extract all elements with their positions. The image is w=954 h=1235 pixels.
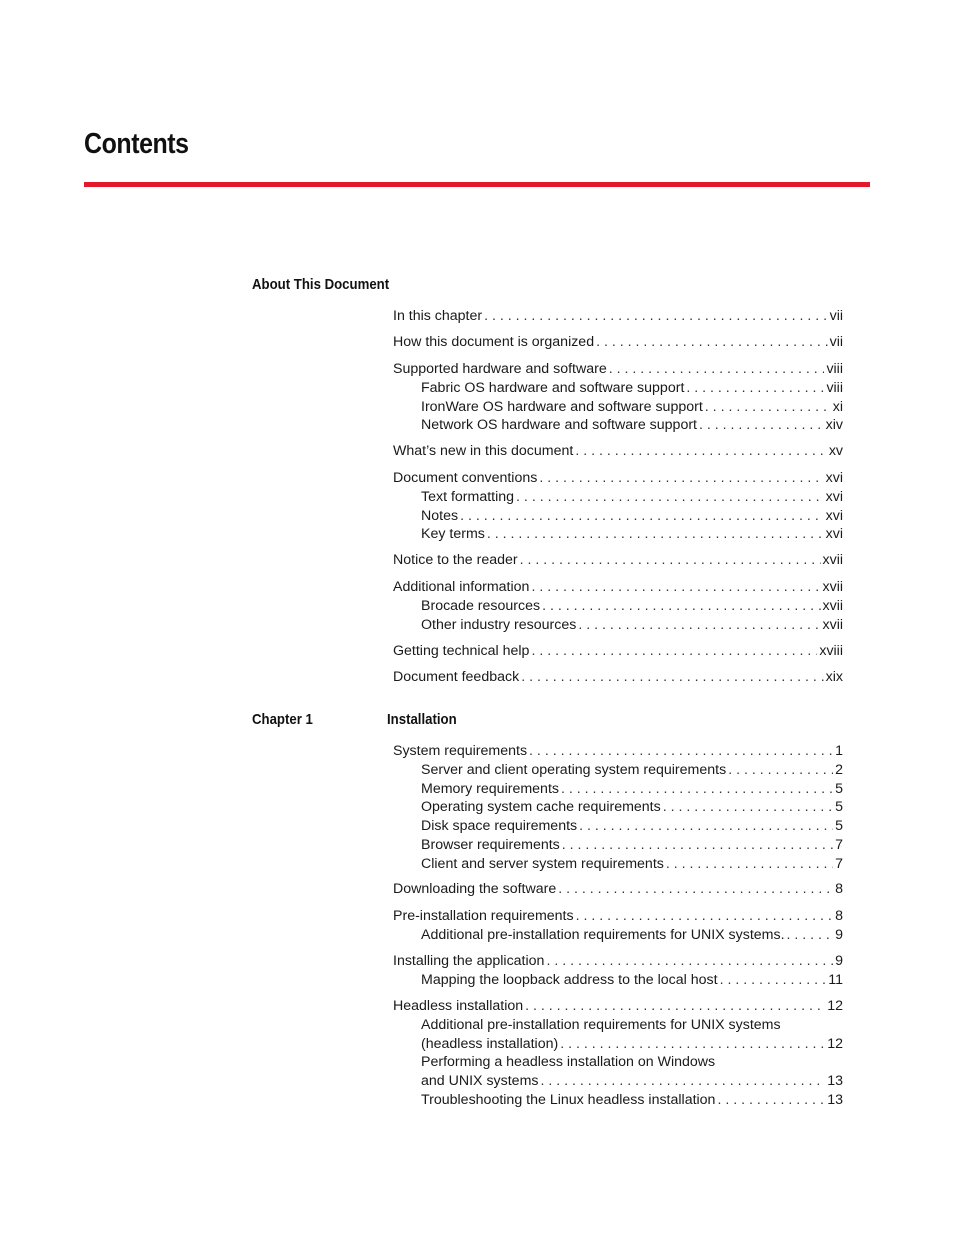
dot-leader <box>560 1035 825 1054</box>
toc-page-number: xvi <box>825 470 843 486</box>
toc-subentry[interactable] <box>393 817 843 836</box>
toc-page-number: xvii <box>822 552 843 568</box>
toc-subentry[interactable] <box>393 1035 843 1054</box>
toc-entry[interactable] <box>393 442 843 461</box>
dot-leader <box>539 469 823 488</box>
toc-subentry[interactable] <box>393 1016 843 1035</box>
toc-group <box>393 952 843 990</box>
dot-leader <box>546 952 833 971</box>
toc-entry-title: Notice to the reader <box>393 552 518 568</box>
toc-entry-title: Downloading the software <box>393 881 557 897</box>
toc-entry-title: System requirements <box>393 743 528 759</box>
toc-page-number: 9 <box>835 926 843 943</box>
toc-page-number: 9 <box>835 953 843 969</box>
toc-entry-title: Network OS hardware and software support <box>421 417 697 434</box>
dot-leader <box>531 642 817 661</box>
chapter-title: Installation <box>387 711 457 728</box>
toc-entry[interactable] <box>393 551 843 570</box>
toc-entry-title: Operating system cache requirements <box>421 799 661 816</box>
dot-leader <box>575 442 826 461</box>
toc-entry[interactable] <box>393 952 843 971</box>
toc-subentry[interactable] <box>393 488 843 507</box>
toc-entry[interactable] <box>393 360 843 379</box>
toc-page-number: 8 <box>835 908 843 924</box>
toc-page-number: xvii <box>822 616 843 633</box>
toc-page-number: xi <box>832 398 843 415</box>
toc-page-number: xviii <box>819 643 843 659</box>
toc-entry-title: Supported hardware and software <box>393 361 607 377</box>
dot-leader <box>720 971 827 990</box>
dot-leader <box>561 780 833 799</box>
toc-page-number: 13 <box>827 1091 843 1108</box>
toc-group <box>393 442 843 461</box>
toc-page-number: vii <box>829 334 843 350</box>
toc-page-number: xvii <box>822 597 843 614</box>
toc-entry-title: Brocade resources <box>421 597 541 614</box>
toc-entry-title: Additional information <box>393 579 530 595</box>
toc-entry[interactable] <box>393 880 843 899</box>
toc-subentry[interactable] <box>393 416 843 435</box>
toc-entry-title: In this chapter <box>393 308 483 324</box>
toc-entry-title: Browser requirements <box>421 836 560 853</box>
toc-entry-title: and UNIX systems <box>421 1073 539 1090</box>
toc-page-number: xiv <box>825 417 843 434</box>
toc-group <box>393 469 843 544</box>
dot-leader <box>787 926 834 945</box>
toc-entry[interactable] <box>393 742 843 761</box>
toc-entry-title: Troubleshooting the Linux headless installation <box>421 1091 716 1108</box>
toc-page-number: 5 <box>835 818 843 835</box>
toc-page-number: 5 <box>835 799 843 816</box>
dot-leader <box>705 398 831 417</box>
toc-group <box>393 360 843 435</box>
toc-entry-title: Other industry resources <box>421 616 577 633</box>
toc-entry-title: Additional pre-installation requirements for UNIX systems <box>421 1016 781 1033</box>
toc-entry-title: Performing a headless installation on Windows <box>421 1054 716 1071</box>
toc-entry-title: (headless installation) <box>421 1035 559 1052</box>
dot-leader <box>516 488 824 507</box>
toc-subentry[interactable] <box>393 926 843 945</box>
dot-leader <box>484 307 827 326</box>
dot-leader <box>728 761 833 780</box>
toc-page-number: xvi <box>825 488 843 505</box>
dot-leader <box>460 507 824 526</box>
page-title: Contents <box>84 128 189 160</box>
toc-page-number: viii <box>826 361 843 377</box>
toc-entry-title: Text formatting <box>421 488 515 505</box>
toc-page-number: 7 <box>835 855 843 872</box>
dot-leader <box>529 742 833 761</box>
chapter-label: Chapter 1 <box>252 711 313 728</box>
toc-page-number: viii <box>826 379 843 396</box>
toc-page-number: 12 <box>827 1035 843 1052</box>
toc-entry-title: Server and client operating system requirements <box>421 761 727 778</box>
toc-entry[interactable] <box>393 997 843 1016</box>
toc-entry[interactable] <box>393 333 843 352</box>
toc-entry-title: Headless installation <box>393 998 524 1014</box>
toc-subentry[interactable] <box>393 855 843 874</box>
toc-group <box>393 551 843 570</box>
toc-page-number: xvi <box>825 507 843 524</box>
toc-entry-title: How this document is organized <box>393 334 595 350</box>
toc-entry[interactable] <box>393 907 843 926</box>
dot-leader <box>596 333 828 352</box>
toc-page-number: xv <box>828 443 843 459</box>
dot-leader <box>542 597 820 616</box>
toc-entry-title: Document feedback <box>393 669 520 685</box>
dot-leader <box>686 379 824 398</box>
toc-subentry[interactable] <box>393 597 843 616</box>
toc-entry-title: Installing the application <box>393 953 545 969</box>
toc-entry[interactable] <box>393 307 843 326</box>
toc-subentry[interactable] <box>393 1053 843 1072</box>
toc-entry-title: Memory requirements <box>421 780 559 797</box>
toc-group <box>393 668 843 687</box>
dot-leader <box>576 907 834 926</box>
toc-group <box>393 333 843 352</box>
toc-group <box>393 880 843 899</box>
toc-page-number: xix <box>825 669 843 685</box>
dot-leader <box>487 525 824 544</box>
toc-page-number: 2 <box>835 761 843 778</box>
toc-group <box>393 307 843 326</box>
toc-group <box>393 642 843 661</box>
toc-entry-title: Fabric OS hardware and software support <box>421 379 685 396</box>
toc-subentry[interactable] <box>393 398 843 417</box>
toc-entry-title: Document conventions <box>393 470 538 486</box>
toc-entry[interactable] <box>393 578 843 597</box>
toc-subentry[interactable] <box>393 379 843 398</box>
toc-subentry[interactable] <box>393 507 843 526</box>
toc-page-number: xvi <box>825 526 843 543</box>
toc-entry-title: Pre-installation requirements <box>393 908 574 924</box>
toc-entry[interactable] <box>393 668 843 687</box>
toc-page-number: 5 <box>835 780 843 797</box>
toc-entry-title: Additional pre-installation requirements for UNIX systems. <box>421 926 785 943</box>
toc-page-number: 8 <box>835 881 843 897</box>
toc-page-number: xvii <box>822 579 843 595</box>
dot-leader <box>578 616 820 635</box>
toc-page-number: 7 <box>835 836 843 853</box>
dot-leader <box>521 668 823 687</box>
dot-leader <box>717 1091 825 1110</box>
toc-entry-title: Key terms <box>421 526 485 543</box>
toc-subentry[interactable] <box>393 761 843 780</box>
toc-entry[interactable] <box>393 642 843 661</box>
toc-subentry[interactable] <box>393 780 843 799</box>
toc-entry-title: What’s new in this document <box>393 443 574 459</box>
toc-subentry[interactable] <box>393 1091 843 1110</box>
dot-leader <box>558 880 833 899</box>
dot-leader <box>531 578 820 597</box>
toc-entry-title: Mapping the loopback address to the local host <box>421 971 718 988</box>
toc-page-number: 11 <box>828 971 843 988</box>
dot-leader <box>666 855 833 874</box>
dot-leader <box>540 1072 825 1091</box>
toc-group <box>393 997 843 1110</box>
toc-page-number: vii <box>829 308 843 324</box>
toc-entry[interactable] <box>393 469 843 488</box>
section-heading-about: About This Document <box>252 276 390 293</box>
toc-subentry[interactable] <box>393 836 843 855</box>
toc-page-number: 13 <box>827 1073 843 1090</box>
toc-subentry[interactable] <box>393 1072 843 1091</box>
dot-leader <box>699 416 824 435</box>
title-rule <box>84 182 870 187</box>
toc-page-number: 1 <box>835 743 843 759</box>
toc-entry-title: Disk space requirements <box>421 818 578 835</box>
toc-entry-title: Notes <box>421 507 459 524</box>
toc-group <box>393 907 843 945</box>
toc-subentry[interactable] <box>393 971 843 990</box>
toc-subentry[interactable] <box>393 616 843 635</box>
toc-group <box>393 742 843 874</box>
toc-subentry[interactable] <box>393 798 843 817</box>
dot-leader <box>520 551 821 570</box>
toc-group <box>393 578 843 634</box>
toc-page-number: 12 <box>827 998 843 1014</box>
dot-leader <box>579 817 833 836</box>
dot-leader <box>663 798 833 817</box>
toc-entry-title: IronWare OS hardware and software support <box>421 398 703 415</box>
dot-leader <box>609 360 825 379</box>
toc-entry-title: Getting technical help <box>393 643 530 659</box>
toc-subentry[interactable] <box>393 525 843 544</box>
dot-leader <box>562 836 833 855</box>
toc-entry-title: Client and server system requirements <box>421 855 664 872</box>
dot-leader <box>525 997 825 1016</box>
